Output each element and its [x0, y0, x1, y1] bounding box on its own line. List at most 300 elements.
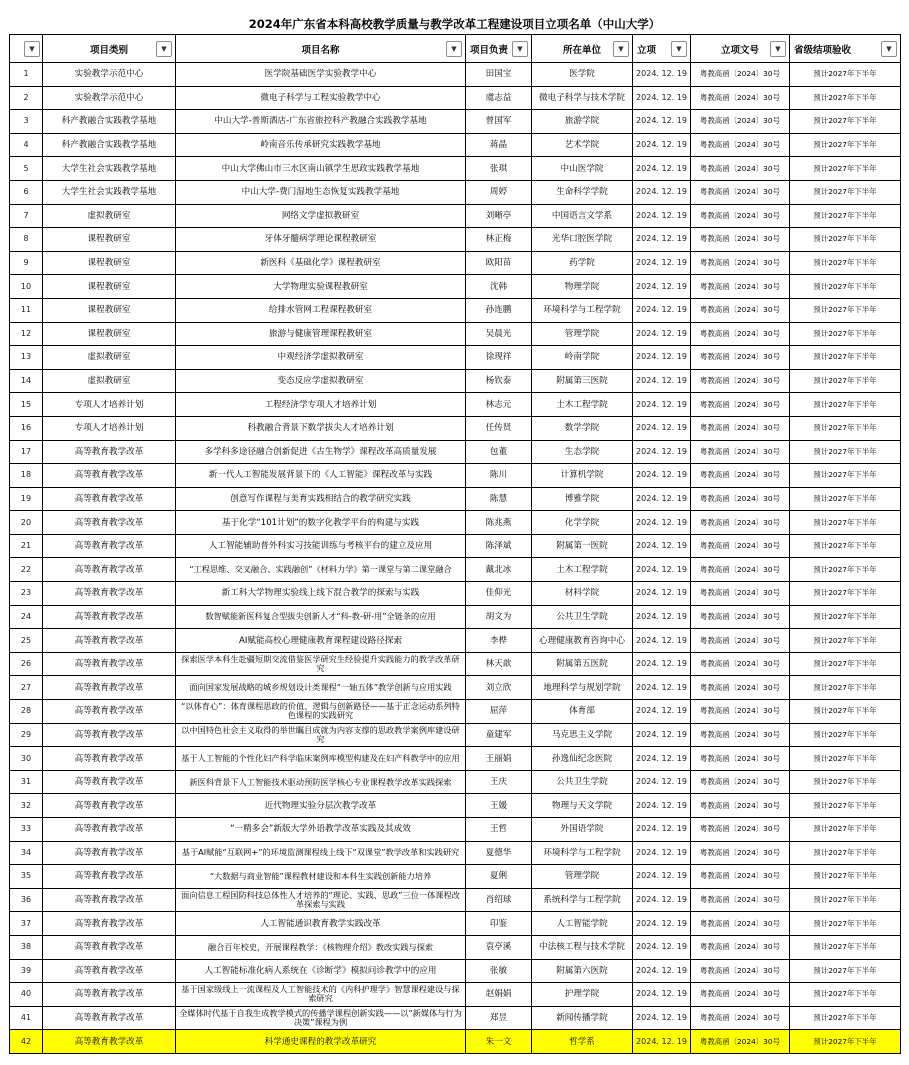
cell-index[interactable]: 29 — [10, 723, 43, 747]
cell-leader[interactable]: 欧阳苗 — [466, 251, 532, 275]
cell-unit[interactable]: 附属第五医院 — [532, 652, 633, 676]
cell-name[interactable]: 基于人工智能的个性化妇产科学临床案例库模型构建及在妇产科教学中的应用 — [176, 747, 466, 771]
cell-unit[interactable]: 管理学院 — [532, 865, 633, 889]
cell-acceptance[interactable]: 预计2027年下半年 — [790, 298, 901, 322]
cell-leader[interactable]: 胡文为 — [466, 605, 532, 629]
cell-date[interactable]: 2024. 12. 19 — [633, 1006, 691, 1030]
cell-acceptance[interactable]: 预计2027年下半年 — [790, 86, 901, 110]
cell-index[interactable]: 37 — [10, 912, 43, 936]
cell-name[interactable]: 中山大学-普斯酒店-广东省旅控科产教融合实践教学基地 — [176, 110, 466, 134]
table-row[interactable] — [10, 818, 901, 842]
cell-unit[interactable]: 光华口腔医学院 — [532, 228, 633, 252]
table-row[interactable] — [10, 133, 901, 157]
cell-date[interactable]: 2024. 12. 19 — [633, 959, 691, 983]
filter-dropdown-icon[interactable]: ▼ — [156, 41, 172, 57]
cell-index[interactable]: 33 — [10, 818, 43, 842]
cell-category[interactable]: 高等教育教学改革 — [43, 983, 176, 1007]
cell-acceptance[interactable]: 预计2027年下半年 — [790, 346, 901, 370]
cell-index[interactable]: 2 — [10, 86, 43, 110]
cell-leader[interactable]: 袁亭溪 — [466, 935, 532, 959]
cell-date[interactable]: 2024. 12. 19 — [633, 346, 691, 370]
cell-doc[interactable]: 粤教高函〔2024〕30号 — [691, 228, 790, 252]
cell-date[interactable]: 2024. 12. 19 — [633, 629, 691, 653]
cell-doc[interactable]: 粤教高函〔2024〕30号 — [691, 676, 790, 700]
cell-doc[interactable]: 粤教高函〔2024〕30号 — [691, 369, 790, 393]
cell-date[interactable]: 2024. 12. 19 — [633, 440, 691, 464]
cell-date[interactable]: 2024. 12. 19 — [633, 723, 691, 747]
cell-doc[interactable]: 粤教高函〔2024〕30号 — [691, 558, 790, 582]
cell-leader[interactable]: 曾国军 — [466, 110, 532, 134]
cell-date[interactable]: 2024. 12. 19 — [633, 1030, 691, 1054]
cell-doc[interactable]: 粤教高函〔2024〕30号 — [691, 440, 790, 464]
cell-index[interactable]: 16 — [10, 416, 43, 440]
cell-name[interactable]: 新工科大学物理实验线上线下混合教学的探索与实践 — [176, 582, 466, 606]
table-row[interactable] — [10, 346, 901, 370]
cell-acceptance[interactable]: 预计2027年下半年 — [790, 1006, 901, 1030]
cell-unit[interactable]: 公共卫生学院 — [532, 605, 633, 629]
cell-acceptance[interactable]: 预计2027年下半年 — [790, 322, 901, 346]
cell-category[interactable]: 课程教研室 — [43, 228, 176, 252]
cell-acceptance[interactable]: 预计2027年下半年 — [790, 723, 901, 747]
table-row[interactable] — [10, 534, 901, 558]
cell-leader[interactable]: 陈川 — [466, 464, 532, 488]
cell-leader[interactable]: 蒋晶 — [466, 133, 532, 157]
cell-date[interactable]: 2024. 12. 19 — [633, 180, 691, 204]
cell-index[interactable]: 13 — [10, 346, 43, 370]
cell-doc[interactable]: 粤教高函〔2024〕30号 — [691, 464, 790, 488]
cell-unit[interactable]: 外国语学院 — [532, 818, 633, 842]
cell-leader[interactable]: 林志元 — [466, 393, 532, 417]
table-row[interactable] — [10, 582, 901, 606]
cell-category[interactable]: 高等教育教学改革 — [43, 841, 176, 865]
cell-category[interactable]: 实验教学示范中心 — [43, 63, 176, 87]
cell-unit[interactable]: 系统科学与工程学院 — [532, 888, 633, 912]
cell-unit[interactable]: 地理科学与规划学院 — [532, 676, 633, 700]
cell-unit[interactable]: 物理与天文学院 — [532, 794, 633, 818]
cell-date[interactable]: 2024. 12. 19 — [633, 487, 691, 511]
cell-doc[interactable]: 粤教高函〔2024〕30号 — [691, 86, 790, 110]
cell-leader[interactable]: 刘立欣 — [466, 676, 532, 700]
cell-name[interactable]: 网络文学虚拟教研室 — [176, 204, 466, 228]
cell-leader[interactable]: 孙连鹏 — [466, 298, 532, 322]
cell-unit[interactable]: 中法核工程与技术学院 — [532, 935, 633, 959]
cell-leader[interactable]: 王哲 — [466, 818, 532, 842]
cell-doc[interactable]: 粤教高函〔2024〕30号 — [691, 204, 790, 228]
cell-doc[interactable]: 粤教高函〔2024〕30号 — [691, 133, 790, 157]
table-row[interactable] — [10, 888, 901, 912]
cell-name[interactable]: 旅游与健康管理课程教研室 — [176, 322, 466, 346]
cell-leader[interactable]: 刘晰亭 — [466, 204, 532, 228]
cell-acceptance[interactable]: 预计2027年下半年 — [790, 912, 901, 936]
cell-index[interactable]: 35 — [10, 865, 43, 889]
cell-doc[interactable]: 粤教高函〔2024〕30号 — [691, 275, 790, 299]
cell-date[interactable]: 2024. 12. 19 — [633, 416, 691, 440]
cell-acceptance[interactable]: 预计2027年下半年 — [790, 794, 901, 818]
cell-leader[interactable]: 印鉴 — [466, 912, 532, 936]
cell-doc[interactable]: 粤教高函〔2024〕30号 — [691, 935, 790, 959]
cell-index[interactable]: 36 — [10, 888, 43, 912]
cell-doc[interactable]: 粤教高函〔2024〕30号 — [691, 322, 790, 346]
table-row[interactable] — [10, 1006, 901, 1030]
cell-name[interactable]: 以中国特色社会主义取得的举世瞩目成就为内容支撑的思政教学案例库建设研究 — [176, 723, 466, 747]
cell-category[interactable]: 高等教育教学改革 — [43, 676, 176, 700]
cell-category[interactable]: 高等教育教学改革 — [43, 1030, 176, 1054]
table-row[interactable] — [10, 464, 901, 488]
cell-unit[interactable]: 新闻传播学院 — [532, 1006, 633, 1030]
cell-date[interactable]: 2024. 12. 19 — [633, 369, 691, 393]
cell-index[interactable]: 7 — [10, 204, 43, 228]
cell-unit[interactable]: 中山医学院 — [532, 157, 633, 181]
cell-leader[interactable]: 林天歆 — [466, 652, 532, 676]
cell-acceptance[interactable]: 预计2027年下半年 — [790, 582, 901, 606]
cell-leader[interactable]: 王媛 — [466, 794, 532, 818]
cell-category[interactable]: 高等教育教学改革 — [43, 747, 176, 771]
cell-unit[interactable]: 材料学院 — [532, 582, 633, 606]
table-row[interactable] — [10, 912, 901, 936]
cell-name[interactable]: 中山大学-费门湿地生态恢复实践教学基地 — [176, 180, 466, 204]
cell-doc[interactable]: 粤教高函〔2024〕30号 — [691, 959, 790, 983]
cell-category[interactable]: 高等教育教学改革 — [43, 440, 176, 464]
cell-unit[interactable]: 岭南学院 — [532, 346, 633, 370]
cell-leader[interactable]: 李桦 — [466, 629, 532, 653]
cell-unit[interactable]: 土木工程学院 — [532, 558, 633, 582]
cell-doc[interactable]: 粤教高函〔2024〕30号 — [691, 346, 790, 370]
cell-unit[interactable]: 艺术学院 — [532, 133, 633, 157]
table-row[interactable] — [10, 605, 901, 629]
cell-name[interactable]: 中山大学佛山市三水区南山镇学生思政实践教学基地 — [176, 157, 466, 181]
cell-index[interactable]: 3 — [10, 110, 43, 134]
cell-category[interactable]: 虚拟教研室 — [43, 346, 176, 370]
cell-name[interactable]: 人工智能标准化病人系统在《诊断学》模拟问诊教学中的应用 — [176, 959, 466, 983]
cell-index[interactable]: 5 — [10, 157, 43, 181]
cell-name[interactable]: 工程经济学专项人才培养计划 — [176, 393, 466, 417]
filter-dropdown-icon[interactable]: ▼ — [770, 41, 786, 57]
cell-acceptance[interactable]: 预计2027年下半年 — [790, 275, 901, 299]
cell-leader[interactable]: 夏德华 — [466, 841, 532, 865]
cell-index[interactable]: 9 — [10, 251, 43, 275]
cell-unit[interactable]: 环境科学与工程学院 — [532, 841, 633, 865]
cell-index[interactable]: 20 — [10, 511, 43, 535]
cell-category[interactable]: 高等教育教学改革 — [43, 558, 176, 582]
cell-leader[interactable]: 陈兆燕 — [466, 511, 532, 535]
cell-acceptance[interactable]: 预计2027年下半年 — [790, 110, 901, 134]
cell-leader[interactable]: 戴北冰 — [466, 558, 532, 582]
cell-acceptance[interactable]: 预计2027年下半年 — [790, 959, 901, 983]
cell-doc[interactable]: 粤教高函〔2024〕30号 — [691, 157, 790, 181]
filter-dropdown-icon[interactable]: ▼ — [446, 41, 462, 57]
cell-name[interactable]: 科教融合背景下数学拔尖人才培养计划 — [176, 416, 466, 440]
cell-index[interactable]: 12 — [10, 322, 43, 346]
cell-name[interactable]: 新医科背景下人工智能技术驱动预防医学核心专业课程教学改革实践探索 — [176, 770, 466, 794]
cell-name[interactable]: 创意写作课程与美育实践相结合的教学研究实践 — [176, 487, 466, 511]
cell-name[interactable]: 探索医学本科生赴疆短期交流借鉴医学研究生经验提升实践能力的教学改革研究 — [176, 652, 466, 676]
cell-index[interactable]: 10 — [10, 275, 43, 299]
cell-doc[interactable]: 粤教高函〔2024〕30号 — [691, 251, 790, 275]
cell-doc[interactable]: 粤教高函〔2024〕30号 — [691, 63, 790, 87]
cell-category[interactable]: 虚拟教研室 — [43, 369, 176, 393]
cell-unit[interactable]: 生态学院 — [532, 440, 633, 464]
table-row[interactable] — [10, 676, 901, 700]
cell-category[interactable]: 高等教育教学改革 — [43, 723, 176, 747]
cell-name[interactable]: “一精多会”新版大学外语教学改革实践及其成效 — [176, 818, 466, 842]
cell-name[interactable]: 多学科多途径融合创新促进《古生物学》课程改革高质量发展 — [176, 440, 466, 464]
cell-name[interactable]: 人工智能辅助普外科实习技能训练与考核平台的建立及应用 — [176, 534, 466, 558]
cell-date[interactable]: 2024. 12. 19 — [633, 393, 691, 417]
table-row[interactable] — [10, 794, 901, 818]
cell-index[interactable]: 34 — [10, 841, 43, 865]
cell-acceptance[interactable]: 预计2027年下半年 — [790, 440, 901, 464]
cell-acceptance[interactable]: 预计2027年下半年 — [790, 228, 901, 252]
cell-name[interactable]: 科学通史课程的教学改革研究 — [176, 1030, 466, 1054]
table-row[interactable] — [10, 558, 901, 582]
table-row[interactable] — [10, 180, 901, 204]
cell-category[interactable]: 高等教育教学改革 — [43, 912, 176, 936]
cell-category[interactable]: 高等教育教学改革 — [43, 652, 176, 676]
cell-doc[interactable]: 粤教高函〔2024〕30号 — [691, 983, 790, 1007]
cell-acceptance[interactable]: 预计2027年下半年 — [790, 983, 901, 1007]
cell-category[interactable]: 高等教育教学改革 — [43, 582, 176, 606]
cell-index[interactable]: 30 — [10, 747, 43, 771]
cell-acceptance[interactable]: 预计2027年下半年 — [790, 180, 901, 204]
cell-index[interactable]: 22 — [10, 558, 43, 582]
cell-doc[interactable]: 粤教高函〔2024〕30号 — [691, 723, 790, 747]
cell-unit[interactable]: 中国语言文学系 — [532, 204, 633, 228]
cell-acceptance[interactable]: 预计2027年下半年 — [790, 534, 901, 558]
cell-unit[interactable]: 体育部 — [532, 700, 633, 724]
cell-date[interactable]: 2024. 12. 19 — [633, 700, 691, 724]
cell-category[interactable]: 高等教育教学改革 — [43, 818, 176, 842]
cell-doc[interactable]: 粤教高函〔2024〕30号 — [691, 511, 790, 535]
table-row[interactable] — [10, 487, 901, 511]
cell-acceptance[interactable]: 预计2027年下半年 — [790, 204, 901, 228]
cell-leader[interactable]: 王庆 — [466, 770, 532, 794]
table-row[interactable] — [10, 110, 901, 134]
cell-acceptance[interactable]: 预计2027年下半年 — [790, 888, 901, 912]
cell-date[interactable]: 2024. 12. 19 — [633, 888, 691, 912]
cell-category[interactable]: 课程教研室 — [43, 322, 176, 346]
cell-category[interactable]: 高等教育教学改革 — [43, 629, 176, 653]
cell-doc[interactable]: 粤教高函〔2024〕30号 — [691, 605, 790, 629]
cell-unit[interactable]: 马克思主义学院 — [532, 723, 633, 747]
cell-category[interactable]: 科产教融合实践教学基地 — [43, 133, 176, 157]
cell-acceptance[interactable]: 预计2027年下半年 — [790, 393, 901, 417]
cell-name[interactable]: 全媒体时代基于自我生成教学模式的传播学课程创新实践——以“新媒体与行为决策”课程为例 — [176, 1006, 466, 1030]
cell-date[interactable]: 2024. 12. 19 — [633, 63, 691, 87]
cell-doc[interactable]: 粤教高函〔2024〕30号 — [691, 747, 790, 771]
cell-leader[interactable]: 肖绍球 — [466, 888, 532, 912]
cell-leader[interactable]: 童建军 — [466, 723, 532, 747]
table-row[interactable] — [10, 865, 901, 889]
cell-date[interactable]: 2024. 12. 19 — [633, 228, 691, 252]
cell-acceptance[interactable]: 预计2027年下半年 — [790, 818, 901, 842]
cell-doc[interactable]: 粤教高函〔2024〕30号 — [691, 700, 790, 724]
cell-name[interactable]: 融合百年校史，开展课程教学：《核物理介绍》教改实践与探索 — [176, 935, 466, 959]
table-row[interactable] — [10, 629, 901, 653]
cell-unit[interactable]: 生命科学学院 — [532, 180, 633, 204]
cell-leader[interactable]: 周婷 — [466, 180, 532, 204]
table-row[interactable] — [10, 275, 901, 299]
cell-category[interactable]: 大学生社会实践教学基地 — [43, 157, 176, 181]
cell-category[interactable]: 实验教学示范中心 — [43, 86, 176, 110]
table-row[interactable] — [10, 393, 901, 417]
cell-acceptance[interactable]: 预计2027年下半年 — [790, 416, 901, 440]
filter-dropdown-icon[interactable]: ▼ — [512, 41, 528, 57]
cell-acceptance[interactable]: 预计2027年下半年 — [790, 841, 901, 865]
cell-leader[interactable]: 张敏 — [466, 959, 532, 983]
cell-name[interactable]: 岭南音乐传承研究实践教学基地 — [176, 133, 466, 157]
cell-index[interactable]: 40 — [10, 983, 43, 1007]
cell-leader[interactable]: 郑昱 — [466, 1006, 532, 1030]
cell-acceptance[interactable]: 预计2027年下半年 — [790, 251, 901, 275]
cell-unit[interactable]: 人工智能学院 — [532, 912, 633, 936]
cell-unit[interactable]: 附属第三医院 — [532, 369, 633, 393]
cell-index[interactable]: 39 — [10, 959, 43, 983]
cell-name[interactable]: 基于AI赋能“互联网+”的环境监测课程线上线下“双课堂”教学改革和实践研究 — [176, 841, 466, 865]
cell-unit[interactable]: 公共卫生学院 — [532, 770, 633, 794]
cell-date[interactable]: 2024. 12. 19 — [633, 770, 691, 794]
filter-dropdown-icon[interactable]: ▼ — [671, 41, 687, 57]
cell-unit[interactable]: 孙逸仙纪念医院 — [532, 747, 633, 771]
table-row[interactable] — [10, 322, 901, 346]
cell-date[interactable]: 2024. 12. 19 — [633, 558, 691, 582]
cell-name[interactable]: 医学院基础医学实验教学中心 — [176, 63, 466, 87]
cell-acceptance[interactable]: 预计2027年下半年 — [790, 1030, 901, 1054]
cell-leader[interactable]: 陈慧 — [466, 487, 532, 511]
cell-date[interactable]: 2024. 12. 19 — [633, 652, 691, 676]
cell-doc[interactable]: 粤教高函〔2024〕30号 — [691, 487, 790, 511]
cell-index[interactable]: 28 — [10, 700, 43, 724]
cell-unit[interactable]: 微电子科学与技术学院 — [532, 86, 633, 110]
cell-leader[interactable]: 夏俐 — [466, 865, 532, 889]
cell-index[interactable]: 41 — [10, 1006, 43, 1030]
cell-leader[interactable]: 包董 — [466, 440, 532, 464]
table-row[interactable] — [10, 841, 901, 865]
table-row[interactable] — [10, 959, 901, 983]
cell-unit[interactable]: 环境科学与工程学院 — [532, 298, 633, 322]
cell-date[interactable]: 2024. 12. 19 — [633, 298, 691, 322]
table-row[interactable] — [10, 416, 901, 440]
cell-acceptance[interactable]: 预计2027年下半年 — [790, 935, 901, 959]
cell-name[interactable]: “大数据与商业智能”课程教材建设和本科生实践创新能力培养 — [176, 865, 466, 889]
cell-category[interactable]: 高等教育教学改革 — [43, 935, 176, 959]
cell-acceptance[interactable]: 预计2027年下半年 — [790, 558, 901, 582]
cell-category[interactable]: 高等教育教学改革 — [43, 511, 176, 535]
cell-acceptance[interactable]: 预计2027年下半年 — [790, 157, 901, 181]
cell-doc[interactable]: 粤教高函〔2024〕30号 — [691, 629, 790, 653]
cell-index[interactable]: 26 — [10, 652, 43, 676]
cell-doc[interactable]: 粤教高函〔2024〕30号 — [691, 794, 790, 818]
cell-index[interactable]: 21 — [10, 534, 43, 558]
cell-leader[interactable]: 沈韩 — [466, 275, 532, 299]
cell-index[interactable]: 25 — [10, 629, 43, 653]
table-row[interactable] — [10, 228, 901, 252]
cell-leader[interactable]: 王丽娟 — [466, 747, 532, 771]
cell-category[interactable]: 高等教育教学改革 — [43, 1006, 176, 1030]
table-row-highlighted[interactable] — [10, 1030, 901, 1054]
filter-dropdown-icon[interactable]: ▼ — [24, 41, 40, 57]
cell-index[interactable]: 1 — [10, 63, 43, 87]
cell-unit[interactable]: 医学院 — [532, 63, 633, 87]
cell-name[interactable]: 面向信息工程国防科技总体性人才培养的“理论、实践、思政”三位一体课程改革探索与实践 — [176, 888, 466, 912]
cell-index[interactable]: 4 — [10, 133, 43, 157]
cell-category[interactable]: 专项人才培养计划 — [43, 416, 176, 440]
cell-name[interactable]: 新医科《基础化学》课程教研室 — [176, 251, 466, 275]
cell-leader[interactable]: 田国宝 — [466, 63, 532, 87]
cell-name[interactable]: 大学物理实验课程教研室 — [176, 275, 466, 299]
cell-date[interactable]: 2024. 12. 19 — [633, 133, 691, 157]
cell-category[interactable]: 高等教育教学改革 — [43, 888, 176, 912]
cell-leader[interactable]: 虞志益 — [466, 86, 532, 110]
cell-doc[interactable]: 粤教高函〔2024〕30号 — [691, 1006, 790, 1030]
cell-date[interactable]: 2024. 12. 19 — [633, 605, 691, 629]
cell-index[interactable]: 8 — [10, 228, 43, 252]
cell-date[interactable]: 2024. 12. 19 — [633, 110, 691, 134]
cell-unit[interactable]: 护理学院 — [532, 983, 633, 1007]
cell-date[interactable]: 2024. 12. 19 — [633, 464, 691, 488]
cell-leader[interactable]: 徐现祥 — [466, 346, 532, 370]
cell-category[interactable]: 高等教育教学改革 — [43, 959, 176, 983]
table-row[interactable] — [10, 86, 901, 110]
cell-acceptance[interactable]: 预计2027年下半年 — [790, 605, 901, 629]
cell-unit[interactable]: 附属第六医院 — [532, 959, 633, 983]
table-row[interactable] — [10, 63, 901, 87]
table-row[interactable] — [10, 652, 901, 676]
cell-acceptance[interactable]: 预计2027年下半年 — [790, 770, 901, 794]
cell-doc[interactable]: 粤教高函〔2024〕30号 — [691, 652, 790, 676]
cell-index[interactable]: 31 — [10, 770, 43, 794]
cell-acceptance[interactable]: 预计2027年下半年 — [790, 511, 901, 535]
cell-category[interactable]: 高等教育教学改革 — [43, 865, 176, 889]
cell-acceptance[interactable]: 预计2027年下半年 — [790, 700, 901, 724]
cell-doc[interactable]: 粤教高函〔2024〕30号 — [691, 298, 790, 322]
table-row[interactable] — [10, 723, 901, 747]
table-row[interactable] — [10, 511, 901, 535]
cell-doc[interactable]: 粤教高函〔2024〕30号 — [691, 393, 790, 417]
cell-category[interactable]: 高等教育教学改革 — [43, 487, 176, 511]
cell-name[interactable]: 基于化学“101计划”的数字化教学平台的构建与实践 — [176, 511, 466, 535]
cell-doc[interactable]: 粤教高函〔2024〕30号 — [691, 534, 790, 558]
cell-unit[interactable]: 化学学院 — [532, 511, 633, 535]
cell-doc[interactable]: 粤教高函〔2024〕30号 — [691, 770, 790, 794]
cell-name[interactable]: 面向国家发展战略的城乡规划设计类课程“一轴五体”教学创新与应用实践 — [176, 676, 466, 700]
cell-doc[interactable]: 粤教高函〔2024〕30号 — [691, 865, 790, 889]
cell-acceptance[interactable]: 预计2027年下半年 — [790, 629, 901, 653]
cell-leader[interactable]: 屈萍 — [466, 700, 532, 724]
cell-category[interactable]: 大学生社会实践教学基地 — [43, 180, 176, 204]
cell-doc[interactable]: 粤教高函〔2024〕30号 — [691, 416, 790, 440]
filter-dropdown-icon[interactable]: ▼ — [613, 41, 629, 57]
cell-unit[interactable]: 管理学院 — [532, 322, 633, 346]
cell-name[interactable]: 新一代人工智能发展背景下的《人工智能》课程改革与实践 — [176, 464, 466, 488]
cell-doc[interactable]: 粤教高函〔2024〕30号 — [691, 912, 790, 936]
cell-date[interactable]: 2024. 12. 19 — [633, 865, 691, 889]
cell-name[interactable]: 变态反应学虚拟教研室 — [176, 369, 466, 393]
cell-date[interactable]: 2024. 12. 19 — [633, 204, 691, 228]
cell-doc[interactable]: 粤教高函〔2024〕30号 — [691, 818, 790, 842]
cell-category[interactable]: 课程教研室 — [43, 298, 176, 322]
cell-date[interactable]: 2024. 12. 19 — [633, 935, 691, 959]
cell-name[interactable]: 近代物理实验分层次教学改革 — [176, 794, 466, 818]
cell-category[interactable]: 科产教融合实践教学基地 — [43, 110, 176, 134]
cell-category[interactable]: 高等教育教学改革 — [43, 534, 176, 558]
cell-date[interactable]: 2024. 12. 19 — [633, 582, 691, 606]
cell-category[interactable]: 高等教育教学改革 — [43, 700, 176, 724]
table-row[interactable] — [10, 204, 901, 228]
table-row[interactable] — [10, 700, 901, 724]
cell-unit[interactable]: 土木工程学院 — [532, 393, 633, 417]
cell-index[interactable]: 27 — [10, 676, 43, 700]
cell-date[interactable]: 2024. 12. 19 — [633, 841, 691, 865]
